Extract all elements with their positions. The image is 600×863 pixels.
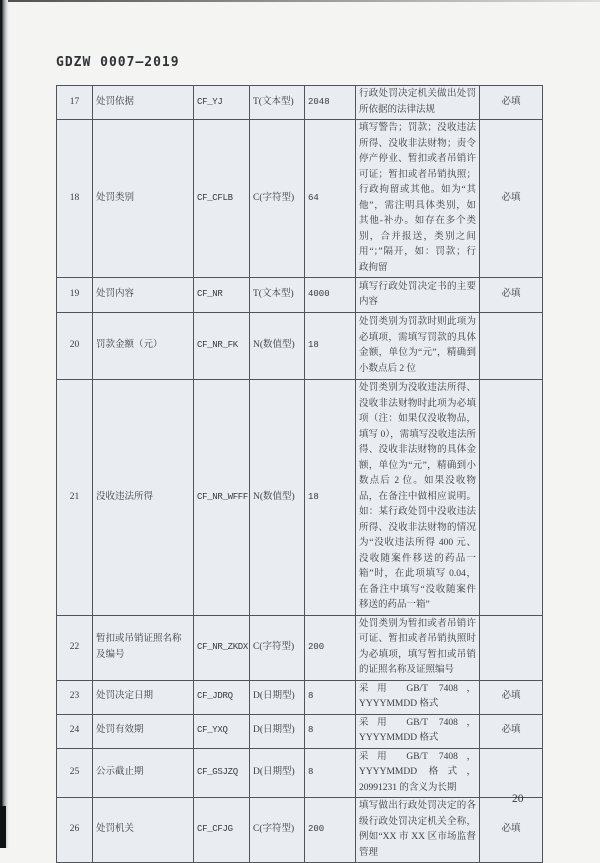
field-code: CF_NR_ZKDX bbox=[194, 615, 250, 680]
field-desc: 采用 GB/T 7408，YYYYMMDD 格式 bbox=[356, 714, 480, 748]
field-required bbox=[480, 380, 543, 616]
field-required: 必填 bbox=[480, 86, 543, 120]
field-code: CF_YXQ bbox=[194, 714, 250, 748]
field-type: D(日期型) bbox=[250, 714, 305, 748]
row-number: 25 bbox=[57, 748, 93, 798]
field-required bbox=[480, 313, 543, 380]
field-code: CF_NR_FK bbox=[194, 313, 250, 380]
field-name: 处罚机关 bbox=[93, 798, 194, 863]
field-desc: 填写警告；罚款；没收违法所得、没收非法财物；责令停产停业、暂扣或者吊销许可证；暂扣或者吊销执照；行政拘留或其他。如为“其他”，需注明具体类别，如其他-补办。如存在多个类别，合并报送，类别之间用“；”隔开，如：罚款；行政拘留 bbox=[356, 120, 480, 278]
field-type: C(字符型) bbox=[250, 615, 305, 680]
field-length: 8 bbox=[305, 680, 356, 714]
row-number: 24 bbox=[57, 714, 93, 748]
scan-top-edge-artifact bbox=[8, 0, 600, 2]
table-row bbox=[57, 615, 543, 680]
field-required: 必填 bbox=[480, 120, 543, 278]
field-code: CF_JDRQ bbox=[194, 680, 250, 714]
field-length: 8 bbox=[305, 714, 356, 748]
field-required: 必填 bbox=[480, 714, 543, 748]
field-code: CF_NR_WFFF bbox=[194, 380, 250, 616]
page-number: 20 bbox=[512, 793, 524, 805]
table-row bbox=[57, 748, 543, 798]
table-row bbox=[57, 313, 543, 380]
field-type: C(字符型) bbox=[250, 798, 305, 863]
field-code: CF_CFJG bbox=[194, 798, 250, 863]
field-name: 处罚有效期 bbox=[93, 714, 194, 748]
row-number: 17 bbox=[57, 86, 93, 120]
field-desc: 行政处罚决定机关做出处罚所依据的法律法规 bbox=[356, 86, 480, 120]
field-code: CF_NR bbox=[194, 278, 250, 313]
row-number: 26 bbox=[57, 798, 93, 863]
field-required: 必填 bbox=[480, 680, 543, 714]
field-desc: 处罚类别为没收违法所得、没收非法财物时此项为必填项（注：如果仅没收物品，填写 0），需填写没收违法所得、没收非法财物的具体金额，单位为“元”，精确到小数点后 2 位。如果没收物品，在备注中做相应说明。如：某行政处罚中没收违法所得、没收非法财物的情况为“没收违法所得 400 元、没收随案件移送的药品一箱”时，在此项填写 0.04，在备注中填写“没收随案件移送的药品一箱” bbox=[356, 380, 480, 616]
field-desc: 处罚类别为罚款时则此项为必填项，需填写罚款的具体金额，单位为“元”，精确到小数点后 2 位 bbox=[356, 313, 480, 380]
table-row bbox=[57, 714, 543, 748]
field-desc: 填写行政处罚决定书的主要内容 bbox=[356, 278, 480, 313]
field-desc: 处罚类别为暂扣或者吊销许可证、暂扣或者吊销执照时为必填项，填写暂扣或吊销的证照名称及证照编号 bbox=[356, 615, 480, 680]
scan-left-edge-artifact bbox=[0, 0, 10, 848]
field-name: 公示截止期 bbox=[93, 748, 194, 798]
field-type: D(日期型) bbox=[250, 680, 305, 714]
row-number: 22 bbox=[57, 615, 93, 680]
field-name: 暂扣或吊销证照名称及编号 bbox=[93, 615, 194, 680]
field-desc: 填写做出行政处罚决定的各级行政处罚决定机关全称，例如“XX 市 XX 区市场监督管理 bbox=[356, 798, 480, 863]
field-required: 必填 bbox=[480, 278, 543, 313]
field-length: 200 bbox=[305, 798, 356, 863]
field-name: 处罚依据 bbox=[93, 86, 194, 120]
field-desc: 采用 GB/T 7408，YYYYMMDD 格式，20991231 的含义为长期 bbox=[356, 748, 480, 798]
table-row bbox=[57, 86, 543, 120]
table-row bbox=[57, 380, 543, 616]
field-type: C(字符型) bbox=[250, 120, 305, 278]
table-row bbox=[57, 680, 543, 714]
field-type: D(日期型) bbox=[250, 748, 305, 798]
field-length: 64 bbox=[305, 120, 356, 278]
field-type: T(文本型) bbox=[250, 86, 305, 120]
field-name: 罚款金额（元） bbox=[93, 313, 194, 380]
field-name: 没收违法所得 bbox=[93, 380, 194, 616]
field-type: N(数值型) bbox=[250, 380, 305, 616]
table-row bbox=[57, 278, 543, 313]
field-length: 18 bbox=[305, 313, 356, 380]
field-length: 4000 bbox=[305, 278, 356, 313]
field-type: T(文本型) bbox=[250, 278, 305, 313]
field-length: 18 bbox=[305, 380, 356, 616]
field-length: 2048 bbox=[305, 86, 356, 120]
field-length: 8 bbox=[305, 748, 356, 798]
field-required bbox=[480, 748, 543, 798]
field-code: CF_CFLB bbox=[194, 120, 250, 278]
field-type: N(数值型) bbox=[250, 313, 305, 380]
field-name: 处罚类别 bbox=[93, 120, 194, 278]
field-desc: 采用 GB/T 7408，YYYYMMDD 格式 bbox=[356, 680, 480, 714]
field-name: 处罚内容 bbox=[93, 278, 194, 313]
field-name: 处罚决定日期 bbox=[93, 680, 194, 714]
field-code: CF_GSJZQ bbox=[194, 748, 250, 798]
table-row bbox=[57, 798, 543, 863]
row-number: 19 bbox=[57, 278, 93, 313]
row-number: 23 bbox=[57, 680, 93, 714]
field-required: 必填 bbox=[480, 798, 543, 863]
scan-bottom-left-artifact bbox=[0, 806, 6, 848]
document-header-code: GDZW 0007—2019 bbox=[56, 55, 180, 70]
field-spec-table bbox=[56, 85, 543, 863]
table-row bbox=[57, 120, 543, 278]
field-code: CF_YJ bbox=[194, 86, 250, 120]
field-required bbox=[480, 615, 543, 680]
row-number: 21 bbox=[57, 380, 93, 616]
row-number: 20 bbox=[57, 313, 93, 380]
field-length: 200 bbox=[305, 615, 356, 680]
row-number: 18 bbox=[57, 120, 93, 278]
